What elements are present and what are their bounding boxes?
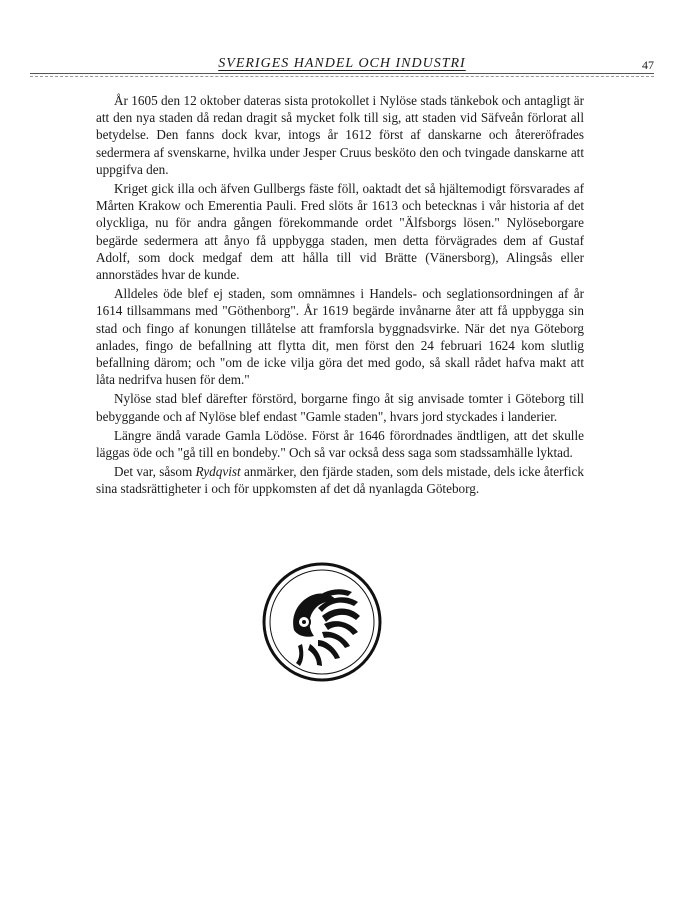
paragraph: Alldeles öde blef ej staden, som omnämnes i Handels- och seglationsordningen af år 1614 tillsammans med "Göthenborg". År 1619 begärde invånarne åter att få uppbygga sin stad och fingo af konungen tillåtelse att framforsla byggnadsvirke. När det nya Göteborg anlades, fingo de befallning att flytta dit, men först den 24 februari 1624 kom slutlig befallning därom; och "om de icke vilja göra det med godo, så skall rådet hafva makt att låta nedrifva husen för dem." bbox=[96, 286, 584, 388]
paragraph: Nylöse stad blef därefter förstörd, borgarne fingo åt sig anvisade tomter i Göteborg till bebyggande och af Nylöse blef endast "Gamle staden", hvars jord styckades i landerier. bbox=[96, 391, 584, 424]
page-number: 47 bbox=[642, 58, 654, 72]
paragraph: Längre ändå varade Gamla Lödöse. Först år 1646 förordnades ändtligen, att det skulle läggas öde och "gå till en bondeby." Och så var också dess saga som stadssamhälle lyktad. bbox=[96, 427, 584, 461]
paragraph: År 1605 den 12 oktober dateras sista protokollet i Nylöse stads tänkebok och antagligt är att den nya staden då redan dragit så mycket folk till sig, att staden vid Säfveån förlorat all betydelse. Den fanns dock kvar, intogs år 1612 först af danskarne och återeröfrades sedermera af svenskarne, hvilka under Jesper Cruus besköto den och tvingade danskarne att uppgifva den. bbox=[96, 93, 584, 177]
circular-ornament-icon bbox=[260, 560, 384, 684]
paragraph-text: anmärker, den fjärde staden, som dels mistade, dels icke återfick sina stadsrättigheter i och för uppkomsten af det då nyanlagda Göteborg. bbox=[96, 464, 584, 497]
paragraph-text: Det var, såsom bbox=[114, 464, 196, 480]
paragraph: Kriget gick illa och äfven Gullbergs fäste föll, oaktadt det så hjältemodigt försvarades af Mårten Krakow och Emerentia Pauli. Fred slöts år 1613 och betecknas i vår historia af det olyckliga, nu för andra gången förekommande ordet "Älfsborgs lösen." Nylöseborgare begärde sedermera att ånyo få uppbygga staden, men detta förvägrades dem af Gustaf Adolf, som dock medgaf dem att hålla till vid Brätte (Vänersborg), Alingsås eller annorstädes hvar de kunde. bbox=[96, 181, 584, 283]
paragraph-last bbox=[96, 463, 584, 497]
header-rule bbox=[30, 73, 654, 74]
running-title: SVERIGES HANDEL OCH INDUSTRI bbox=[218, 56, 466, 71]
header-rule-secondary bbox=[30, 76, 654, 77]
page-header bbox=[30, 56, 654, 78]
body-text bbox=[96, 92, 584, 500]
author-name: Rydqvist bbox=[195, 464, 241, 480]
